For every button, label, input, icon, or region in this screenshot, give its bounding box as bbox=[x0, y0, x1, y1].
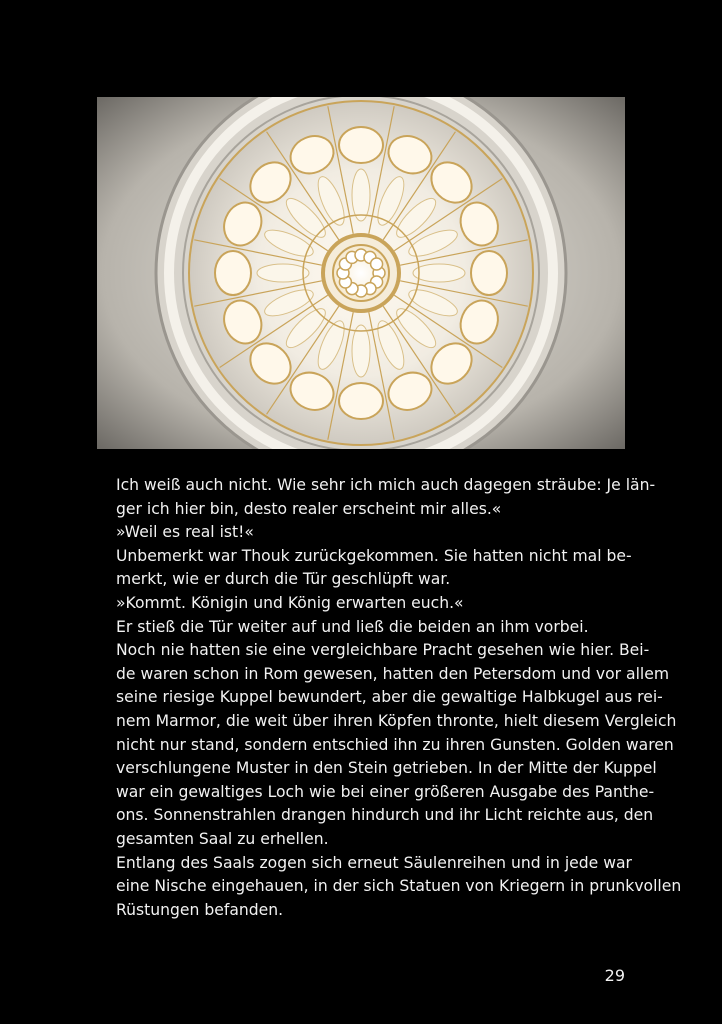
text-line: Entlang des Saals zogen sich erneut Säulenreihen und in jede war bbox=[116, 853, 632, 872]
paragraph bbox=[97, 592, 625, 616]
text-line: »Kommt. Königin und König erwarten euch.« bbox=[116, 593, 464, 612]
paragraph bbox=[97, 521, 625, 545]
rosette-window bbox=[339, 383, 383, 419]
text-line: nicht nur stand, sondern entschied ihn zu ihren Gunsten. Golden waren bbox=[116, 735, 674, 754]
rosette-window bbox=[339, 127, 383, 163]
text-line: de waren schon in Rom gewesen, hatten den Petersdom und vor allem bbox=[116, 664, 670, 683]
text-line: Noch nie hatten sie eine vergleichbare Pracht gesehen wie hier. Bei- bbox=[116, 641, 650, 660]
text-line: Rüstungen befanden. bbox=[116, 900, 284, 919]
text-line: ger ich hier bin, desto realer erscheint mir alles.« bbox=[116, 499, 502, 518]
paragraph bbox=[97, 852, 682, 923]
dome-ceiling-illustration bbox=[97, 97, 625, 449]
text-line: Unbemerkt war Thouk zurückgekommen. Sie hatten nicht mal be- bbox=[116, 546, 632, 565]
oculus-ring-hole bbox=[371, 258, 383, 270]
inner-petal bbox=[352, 325, 370, 377]
paragraph bbox=[97, 616, 625, 640]
body-text bbox=[97, 474, 682, 922]
inner-petal bbox=[257, 264, 309, 282]
text-line: ons. Sonnenstrahlen drangen hindurch und ihr Licht reichte aus, den bbox=[116, 806, 654, 825]
text-line: gesamten Saal zu erhellen. bbox=[116, 829, 329, 848]
inner-petal bbox=[352, 169, 370, 221]
paragraph bbox=[97, 474, 656, 521]
text-line: war ein gewaltiges Loch wie bei einer größeren Ausgabe des Panthe- bbox=[116, 782, 655, 801]
paragraph bbox=[97, 639, 677, 851]
rosette-window bbox=[471, 251, 507, 295]
paragraph bbox=[97, 545, 632, 592]
text-line: eine Nische eingehauen, in der sich Statuen von Kriegern in prunkvollen bbox=[116, 877, 682, 896]
text-line: verschlungene Muster in den Stein getrieben. In der Mitte der Kuppel bbox=[116, 759, 657, 778]
page-number: 29 bbox=[604, 966, 625, 985]
text-line: seine riesige Kuppel bewundert, aber die gewaltige Halbkugel aus rei- bbox=[116, 688, 663, 707]
text-line: »Weil es real ist!« bbox=[116, 523, 254, 542]
text-line: merkt, wie er durch die Tür geschlüpft war. bbox=[116, 570, 451, 589]
text-line: nem Marmor, die weit über ihren Köpfen thronte, hielt diesem Vergleich bbox=[116, 711, 677, 730]
text-line: Ich weiß auch nicht. Wie sehr ich mich auch dagegen sträube: Je län- bbox=[116, 476, 656, 494]
inner-petal bbox=[413, 264, 465, 282]
rosette-window bbox=[215, 251, 251, 295]
text-line: Er stieß die Tür weiter auf und ließ die beiden an ihm vorbei. bbox=[116, 617, 589, 636]
